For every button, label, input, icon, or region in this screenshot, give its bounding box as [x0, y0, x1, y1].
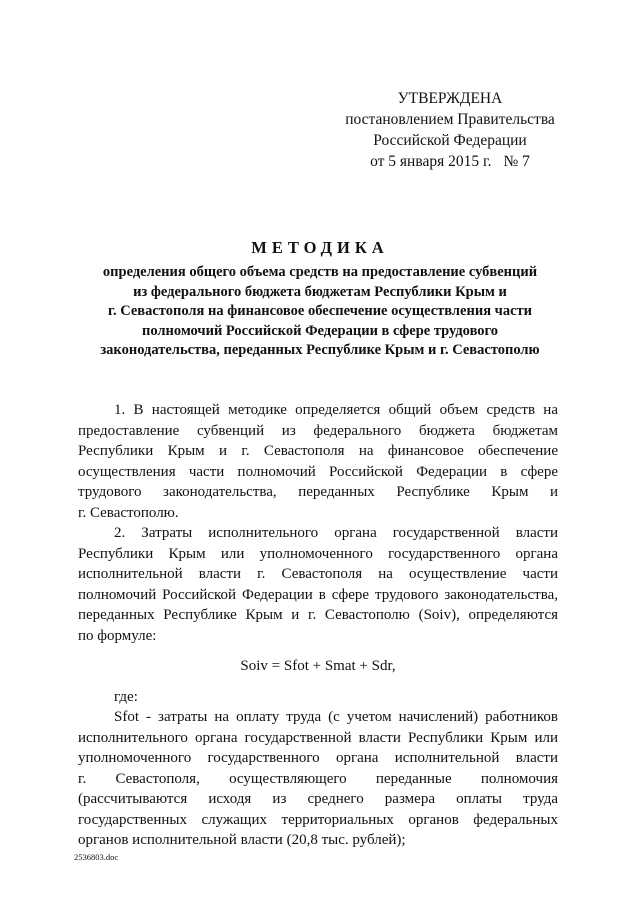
text-line: Республики Крым и г. Севастополя на финансовое обеспечение [78, 443, 558, 459]
paragraph-1 [78, 400, 558, 523]
approval-date: от 5 января 2015 г. [370, 153, 492, 170]
approval-number: № 7 [503, 153, 530, 170]
subtitle-line: из федерального бюджета бюджетам Республики Крым и [133, 283, 507, 300]
approval-block [330, 88, 570, 172]
text-line: г. Севастополю. [78, 504, 179, 521]
text-line: органов исполнительной власти (20,8 тыс. рублей); [78, 832, 406, 848]
subtitle-line: законодательства, переданных Республике Крым и г. Севастополю [100, 342, 540, 358]
document-subtitle [70, 263, 570, 361]
footer-filename: 2536803.doc [74, 852, 119, 862]
approval-decree-line: постановлением Правительства [345, 111, 555, 128]
text-line: осуществления части полномочий Российской Федерации в сфере [78, 463, 558, 480]
text-line: государственных служащих территориальных органов федеральных [78, 811, 558, 828]
document-title: МЕТОДИКА [251, 238, 389, 257]
paragraph-3 [78, 707, 558, 851]
text-line: г. Севастополя, осуществляющего переданные полномочия [78, 770, 558, 787]
text-line: исполнительной власти г. Севастополя на осуществление части [78, 566, 558, 582]
text-line: Республики Крым или уполномоченного государственного органа [78, 545, 558, 562]
formula: Soiv = Sfot + Smat + Sdr, [240, 658, 396, 674]
text-line: 1. В настоящей методике определяется общий объем средств на [114, 402, 558, 418]
document-body [78, 400, 558, 851]
text-line: переданных Республике Крым и г. Севастополю (Soiv), определяются [78, 607, 558, 623]
paragraph-2 [78, 523, 558, 646]
approval-government-line: Российской Федерации [373, 132, 527, 149]
approval-date-line [330, 151, 570, 172]
text-line: предоставление субвенций из федерального бюджета бюджетам [78, 422, 558, 439]
text-line: по формуле: [78, 627, 157, 644]
text-line: 2. Затраты исполнительного органа государственной власти [114, 525, 558, 541]
text-line: трудового законодательства, переданных Республике Крым и [78, 484, 558, 500]
text-line: исполнительного органа государственной власти Республики Крым или [78, 729, 558, 746]
text-line: (рассчитываются исходя из среднего размера оплаты труда [78, 791, 558, 807]
subtitle-line: полномочий Российской Федерации в сфере трудового [141, 322, 499, 339]
subtitle-line: определения общего объема средств на предоставление субвенций [102, 264, 538, 280]
text-line: Sfot - затраты на оплату труда (с учетом начислений) работников [114, 709, 558, 725]
text-line: уполномоченного государственного органа исполнительной власти [78, 750, 558, 766]
approval-heading: УТВЕРЖДЕНА [397, 90, 503, 107]
where-label: где: [114, 688, 138, 705]
subtitle-line: г. Севастополя на финансовое обеспечение осуществления части [108, 303, 532, 319]
text-line: полномочий Российской Федерации в сфере трудового законодательства, [78, 586, 558, 603]
